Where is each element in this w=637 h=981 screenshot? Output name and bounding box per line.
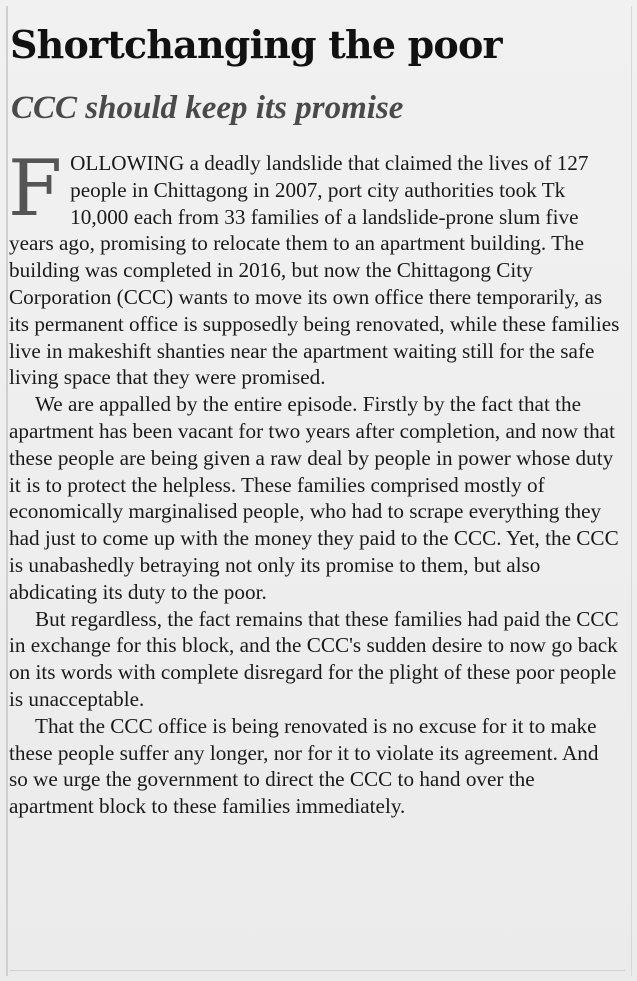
paragraph-2: We are appalled by the entire episode. Firstly by the fact that the apartment has been vacant for two years after completion, and now that these people are being given a raw deal by people in power whose duty it is to protect the helpless. These families comprised mostly of economically marginalised people, who had to scrape everything they had just to come up with the money they paid to the CCC. Yet, the CCC is unabashedly betraying not only its promise to them, but also abdicating its duty to the poor. (9, 392, 619, 604)
paragraph-4: That the CCC office is being renovated is no excuse for it to make these people suffer any longer, nor for it to violate its agreement. And so we urge the government to direct the CCC to hand over the apartment block to these families immediately. (9, 713, 599, 819)
drop-cap: F (8, 144, 63, 234)
subheadline: CCC should keep its promise (11, 90, 404, 126)
lead-word: OLLOWING (70, 151, 185, 175)
headline: Shortchanging the poor (10, 22, 502, 67)
paragraph-1 (8, 144, 621, 391)
paragraph-1-text: a deadly landslide that claimed the lives of 127 people in Chittagong in 2007, port city authorities took Tk 10,000 each from 33 families of a landslide-prone slum five years ago, promising to relocate them to an apartment building. The building was completed in 2016, but now the Chittagong City Corporation (CCC) wants to move its own office there temporarily, as its permanent office is supposedly being renovated, while these families live in makeshift shanties near the apartment waiting still for the safe living space that they were promised. (9, 151, 620, 390)
article-body (8, 144, 621, 820)
bottom-edge (10, 970, 625, 971)
paragraph-3: But regardless, the fact remains that these families had paid the CCC in exchange for this block, and the CCC's sudden desire to now go back on its words with complete disregard for the plight of these poor people is unacceptable. (9, 606, 619, 711)
